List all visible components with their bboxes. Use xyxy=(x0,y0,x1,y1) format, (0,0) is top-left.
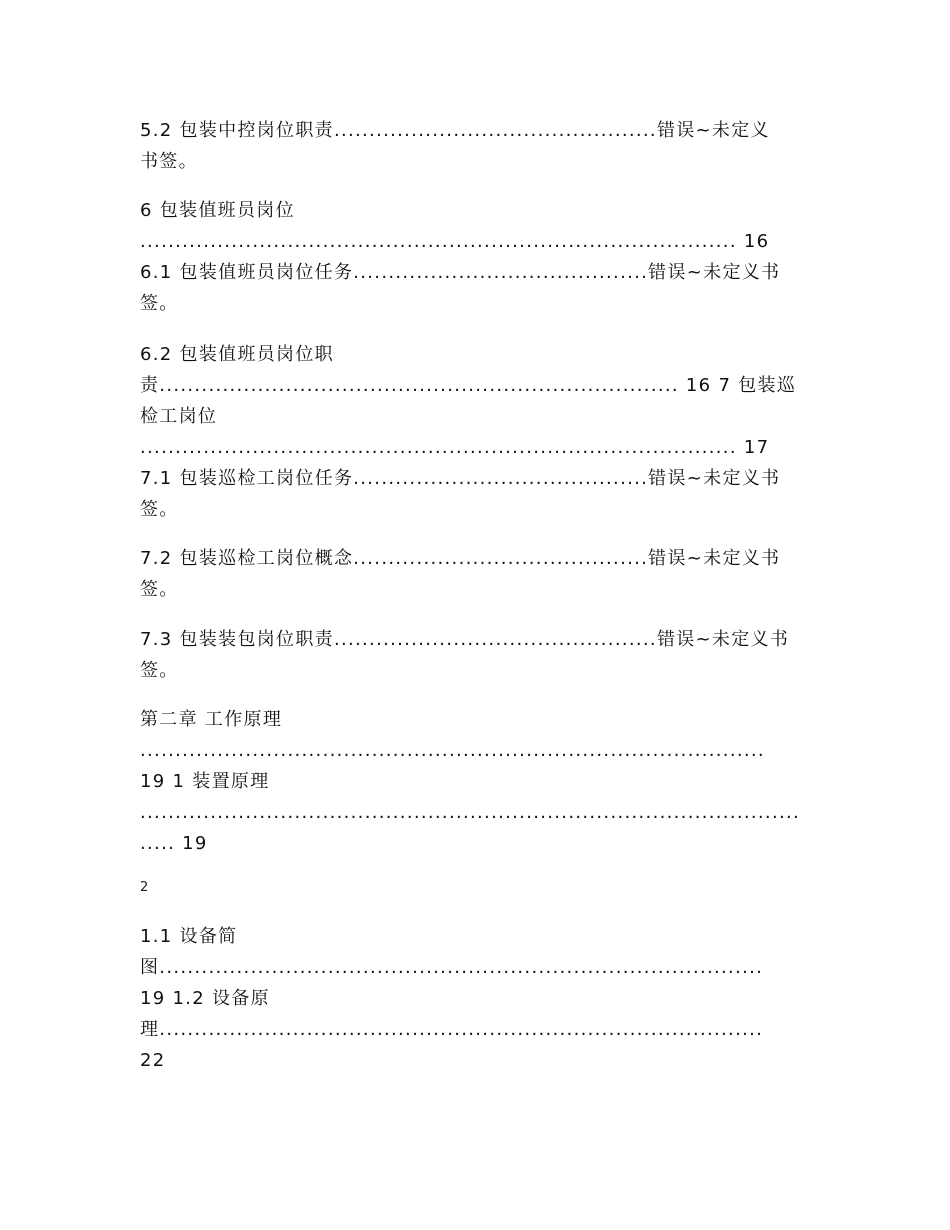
toc-line: 7.1 包装巡检工岗位任务..........................................错误~未定义书 xyxy=(140,468,781,489)
toc-line: 签。 xyxy=(140,293,179,314)
toc-entry-6 xyxy=(140,195,810,319)
toc-entry-1-1 xyxy=(140,921,810,1076)
toc-line: 签。 xyxy=(140,499,179,520)
toc-line: 6.2 包装值班员岗位职 xyxy=(140,344,334,365)
toc-line: 签。 xyxy=(140,660,179,681)
toc-line: 5.2 包装中控岗位职责..............................................错误~未定义 xyxy=(140,120,770,141)
toc-line: 责.......................................................................... 16 7 包装巡 xyxy=(140,375,797,396)
toc-entry-7-3 xyxy=(140,624,810,686)
toc-line: ..................................................................................... 16 xyxy=(140,231,770,252)
toc-line: .............................................................................................. xyxy=(140,802,801,823)
toc-entry-6-2 xyxy=(140,339,810,525)
toc-line: 理...................................................................................... xyxy=(140,1019,764,1040)
toc-line: 6 包装值班员岗位 xyxy=(140,200,295,221)
toc-line: 19 1 装置原理 xyxy=(140,771,270,792)
toc-line: 1.1 设备简 xyxy=(140,926,238,947)
toc-entry-7-2 xyxy=(140,543,810,605)
page-number: 2 xyxy=(140,880,149,895)
toc-line: 7.3 包装装包岗位职责..............................................错误~未定义书 xyxy=(140,629,790,650)
toc-entry-chapter-2 xyxy=(140,704,810,859)
toc-line: 检工岗位 xyxy=(140,406,218,427)
toc-line: ......................................................................................... xyxy=(140,740,765,761)
toc-line: ..... 19 xyxy=(140,833,208,854)
toc-entry-5-2 xyxy=(140,115,810,177)
toc-line: 图...................................................................................... xyxy=(140,957,764,978)
toc-line: 书签。 xyxy=(140,151,198,172)
toc-line: 22 xyxy=(140,1050,166,1071)
toc-line: 6.1 包装值班员岗位任务..........................................错误~未定义书 xyxy=(140,262,781,283)
toc-line: 7.2 包装巡检工岗位概念..........................................错误~未定义书 xyxy=(140,548,781,569)
toc-line: 签。 xyxy=(140,579,179,600)
toc-line: 19 1.2 设备原 xyxy=(140,988,270,1009)
toc-line: ..................................................................................... 17 xyxy=(140,437,770,458)
toc-line: 第二章 工作原理 xyxy=(140,709,283,730)
